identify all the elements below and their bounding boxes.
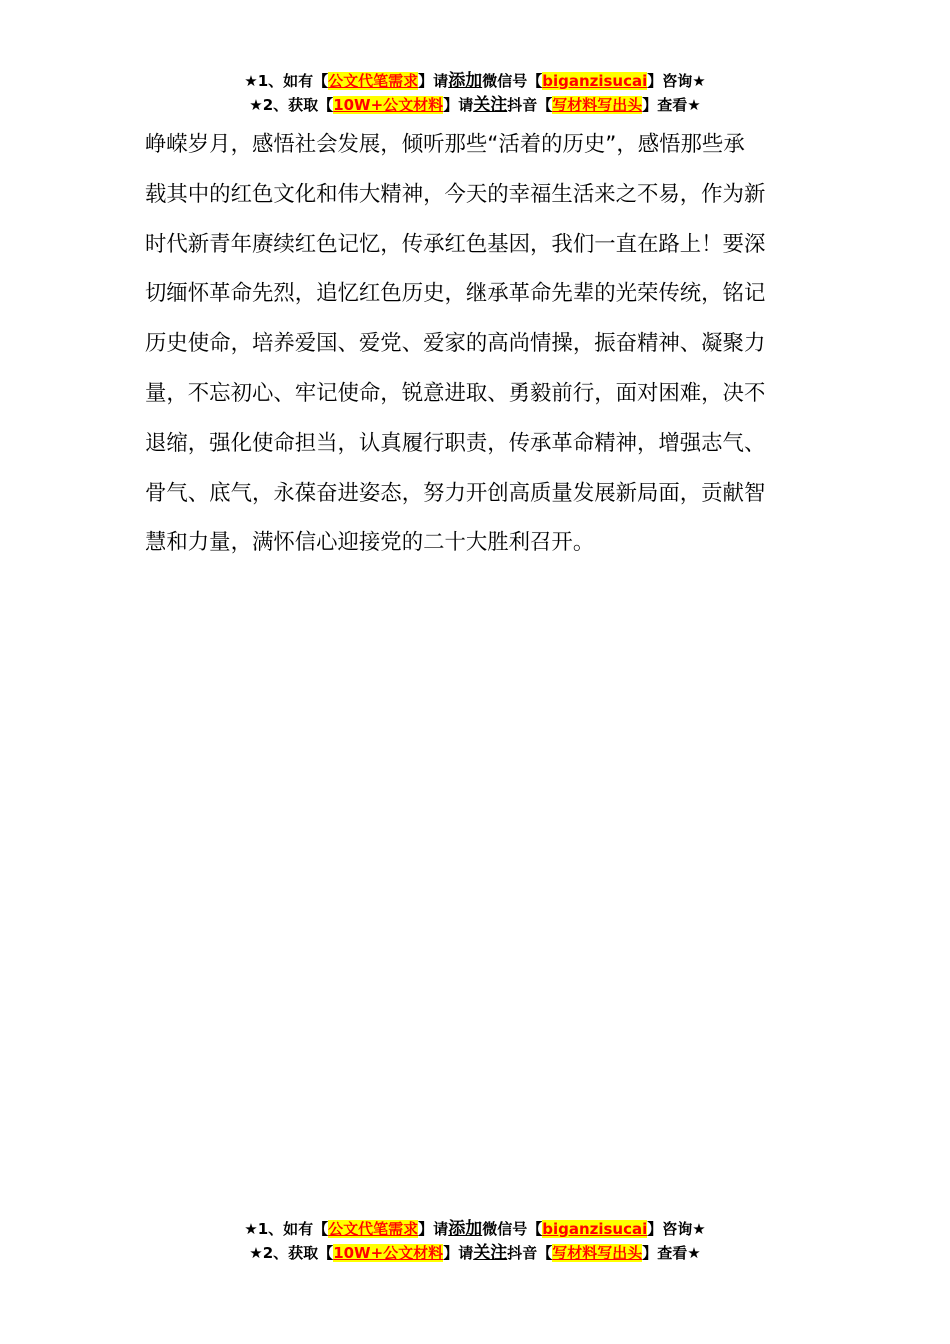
banner-highlight: 写材料写出头 bbox=[552, 96, 643, 114]
banner-emphasis: 添加 bbox=[448, 1219, 483, 1239]
banner-text: 】查看★ bbox=[642, 96, 701, 114]
banner-highlight: 公文代笔需求 bbox=[328, 72, 419, 90]
banner-emphasis: 添加 bbox=[448, 71, 483, 91]
banner-text: 】查看★ bbox=[642, 1244, 701, 1262]
paragraph-line: 切缅怀革命先烈，追忆红色历史，继承革命先辈的光荣传统，铭记 bbox=[145, 281, 766, 307]
banner-text: 】请 bbox=[418, 72, 449, 90]
banner-highlight: 10W+公文材料 bbox=[333, 96, 444, 114]
banner-text: 抖音【 bbox=[507, 1244, 553, 1262]
banner-highlight: biganzisucai bbox=[542, 1220, 648, 1238]
banner-highlight: 写材料写出头 bbox=[552, 1244, 643, 1262]
paragraph-line: 峥嵘岁月，感悟社会发展，倾听那些“活着的历史”，感悟那些承 bbox=[145, 132, 745, 157]
banner-highlight: biganzisucai bbox=[542, 72, 648, 90]
banner-text: 】请 bbox=[443, 96, 474, 114]
banner-text: 】咨询★ bbox=[647, 72, 706, 90]
banner-text: ★1、如有【 bbox=[244, 72, 329, 90]
paragraph-line: 量，不忘初心、牢记使命，锐意进取、勇毅前行，面对困难，决不 bbox=[145, 380, 766, 406]
banner-text: 】请 bbox=[418, 1220, 449, 1238]
banner-text: 】咨询★ bbox=[647, 1220, 706, 1238]
paragraph-line: 慧和力量，满怀信心迎接党的二十大胜利召开。 bbox=[145, 530, 595, 556]
paragraph-line: 骨气、底气，永葆奋进姿态，努力开创高质量发展新局面，贡献智 bbox=[145, 480, 766, 506]
banner-text: 微信号【 bbox=[482, 72, 543, 90]
banner-line-1 bbox=[0, 1217, 950, 1241]
body-paragraph bbox=[145, 120, 795, 568]
banner-text: ★2、获取【 bbox=[249, 96, 334, 114]
header-banner bbox=[0, 69, 950, 117]
banner-line-2 bbox=[0, 93, 950, 117]
banner-text: 微信号【 bbox=[482, 1220, 543, 1238]
paragraph-line: 时代新青年赓续红色记忆，传承红色基因，我们一直在路上！要深 bbox=[145, 231, 766, 257]
banner-highlight: 公文代笔需求 bbox=[328, 1220, 419, 1238]
banner-line-1 bbox=[0, 69, 950, 93]
banner-text: ★1、如有【 bbox=[244, 1220, 329, 1238]
paragraph-line: 退缩，强化使命担当，认真履行职责，传承革命精神，增强志气、 bbox=[145, 430, 766, 456]
banner-emphasis: 关注 bbox=[473, 1243, 508, 1263]
paragraph-line: 载其中的红色文化和伟大精神，今天的幸福生活来之不易，作为新 bbox=[145, 181, 766, 207]
banner-emphasis: 关注 bbox=[473, 95, 508, 115]
banner-highlight: 10W+公文材料 bbox=[333, 1244, 444, 1262]
banner-text: 】请 bbox=[443, 1244, 474, 1262]
banner-text: 抖音【 bbox=[507, 96, 553, 114]
banner-text: ★2、获取【 bbox=[249, 1244, 334, 1262]
footer-banner bbox=[0, 1217, 950, 1265]
banner-line-2 bbox=[0, 1241, 950, 1265]
paragraph-line: 历史使命，培养爱国、爱党、爱家的高尚情操，振奋精神、凝聚力 bbox=[145, 331, 766, 357]
